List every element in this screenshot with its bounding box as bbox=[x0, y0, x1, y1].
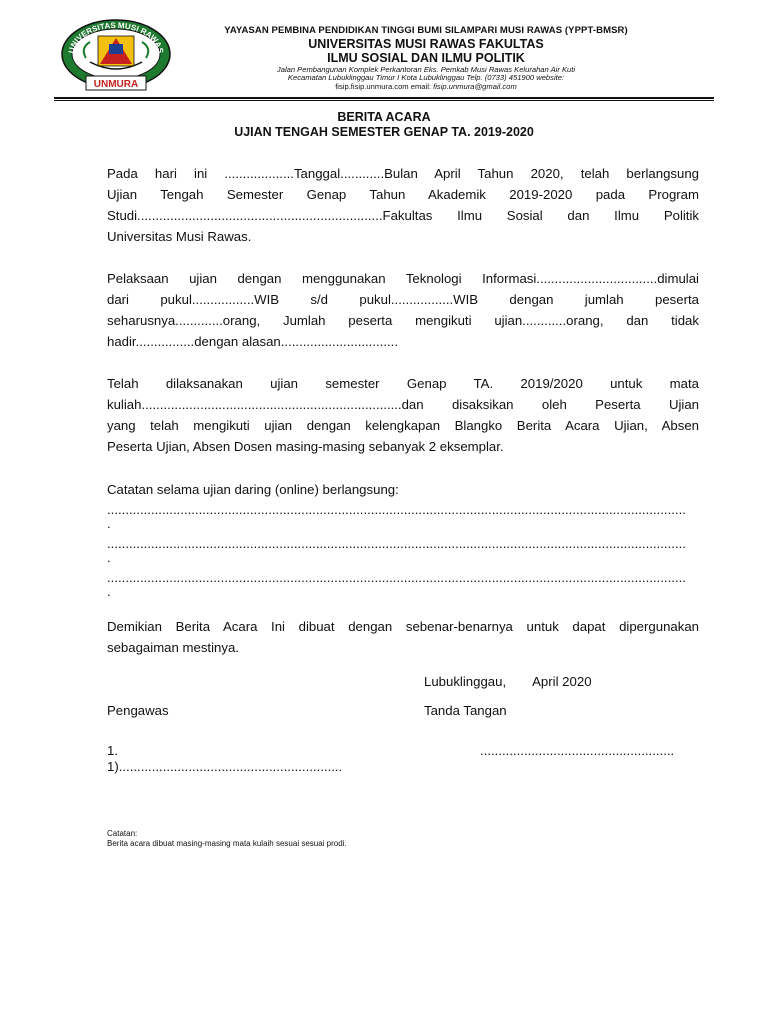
text-line: kuliah.......................................................................dan disaksikan oleh Peserta Ujian bbox=[107, 397, 699, 412]
header-rule-thick bbox=[54, 97, 714, 99]
email-text: fisip.unmura@gmail.com bbox=[433, 82, 517, 92]
footnote-text: Berita acara dibuat masing-masing mata kulaih sesuai sesuai prodi. bbox=[107, 839, 347, 848]
faculty-name: ILMU SOSIAL DAN ILMU POLITIK bbox=[327, 51, 525, 66]
logo-text-bottom: UNMURA bbox=[93, 79, 139, 90]
logo-text-top: UNIVERSITAS MUSI RAWAS bbox=[66, 20, 166, 54]
foundation-name: YAYASAN PEMBINA PENDIDIKAN TINGGI BUMI SILAMPARI MUSI RAWAS (YPPT-BMSR) bbox=[224, 25, 628, 36]
signature-date bbox=[424, 674, 592, 689]
title-line-1: BERITA ACARA bbox=[337, 110, 431, 124]
paragraph-implementation bbox=[107, 268, 699, 352]
text-line: Peserta Ujian, Absen Dosen masing-masing sebanyak 2 eksemplar. bbox=[107, 439, 504, 454]
notes-dotted-line bbox=[107, 503, 699, 531]
paragraph-conducted bbox=[107, 373, 699, 457]
footnote bbox=[107, 829, 347, 849]
address-line-2: Kecamatan Lubuklinggau Timur I Kota Lubuklinggau Telp. (0733) 451900 website: bbox=[287, 73, 565, 83]
notes-dotted-line bbox=[107, 571, 699, 599]
header-rule-thin bbox=[54, 100, 714, 101]
dotted-tail: . bbox=[107, 516, 111, 531]
dotted-line: .............................................................................................................................................................. bbox=[107, 537, 686, 551]
dotted-tail: . bbox=[107, 550, 111, 565]
dotted-line: .............................................................................................................................................................. bbox=[107, 571, 686, 585]
document-title bbox=[0, 110, 768, 140]
university-name: UNIVERSITAS MUSI RAWAS FAKULTAS bbox=[308, 36, 544, 51]
text-line: Universitas Musi Rawas. bbox=[107, 229, 252, 244]
text-line: Pada hari ini ...................Tanggal............Bulan April Tahun 2020, telah berlangsung bbox=[107, 166, 699, 181]
paragraph-closing bbox=[107, 616, 699, 658]
supervisor-label: Pengawas bbox=[107, 703, 169, 718]
text-line: yang telah mengikuti ujian dengan kelengkapan Blangko Berita Acara Ujian, Absen bbox=[107, 418, 699, 433]
text-line: Pelaksaan ujian dengan menggunakan Teknologi Informasi.................................dimulai bbox=[107, 271, 699, 286]
text-line: Demikian Berita Acara Ini dibuat dengan sebenar-benarnya untuk dapat dipergunakan bbox=[107, 619, 699, 634]
contact-line bbox=[178, 83, 674, 92]
signature-line: ..................................................... bbox=[480, 743, 675, 758]
text-line: Ujian Tengah Semester Genap Tahun Akademik 2019-2020 pada Program bbox=[107, 187, 699, 202]
signature-place: Lubuklinggau, bbox=[424, 674, 507, 689]
address-line-1: Jalan Pembangunan Komplek Perkantoran Eks. Pemkab Musi Rawas Kelurahan Air Kuti bbox=[276, 64, 576, 74]
text-line: dari pukul.................WIB s/d pukul.................WIB dengan jumlah peserta bbox=[107, 292, 699, 307]
dotted-tail: . bbox=[107, 584, 111, 599]
notes-dotted-line bbox=[107, 537, 699, 565]
text-line: Catatan selama ujian daring (online) berlangsung: bbox=[107, 482, 399, 497]
paragraph-opening bbox=[107, 163, 699, 247]
text-line: Telah dilaksanakan ujian semester Genap TA. 2019/2020 untuk mata bbox=[107, 376, 699, 391]
notes-heading bbox=[107, 479, 699, 500]
signature-month: April 2020 bbox=[532, 674, 592, 689]
footnote-heading: Catatan: bbox=[107, 829, 138, 838]
letterhead bbox=[178, 26, 674, 92]
university-seal-icon bbox=[60, 18, 172, 94]
text-line: seharusnya.............orang, Jumlah peserta mengikuti ujian............orang, dan tidak bbox=[107, 313, 699, 328]
dotted-line: .............................................................................................................................................................. bbox=[107, 503, 686, 517]
supervisor-name-line: 1)............................................................. bbox=[107, 759, 343, 774]
website-text: fisip.fisip.unmura.com email: bbox=[335, 82, 434, 92]
text-line: sebagaiman mestinya. bbox=[107, 640, 239, 655]
signature-label: Tanda Tangan bbox=[424, 703, 507, 718]
supervisor-number: 1. bbox=[107, 743, 118, 758]
title-line-2: UJIAN TENGAH SEMESTER GENAP TA. 2019-2020 bbox=[234, 125, 534, 139]
text-line: Studi...................................................................Fakultas Ilmu Sosial dan Ilmu Politik bbox=[107, 208, 699, 223]
text-line: hadir................dengan alasan................................ bbox=[107, 334, 398, 349]
